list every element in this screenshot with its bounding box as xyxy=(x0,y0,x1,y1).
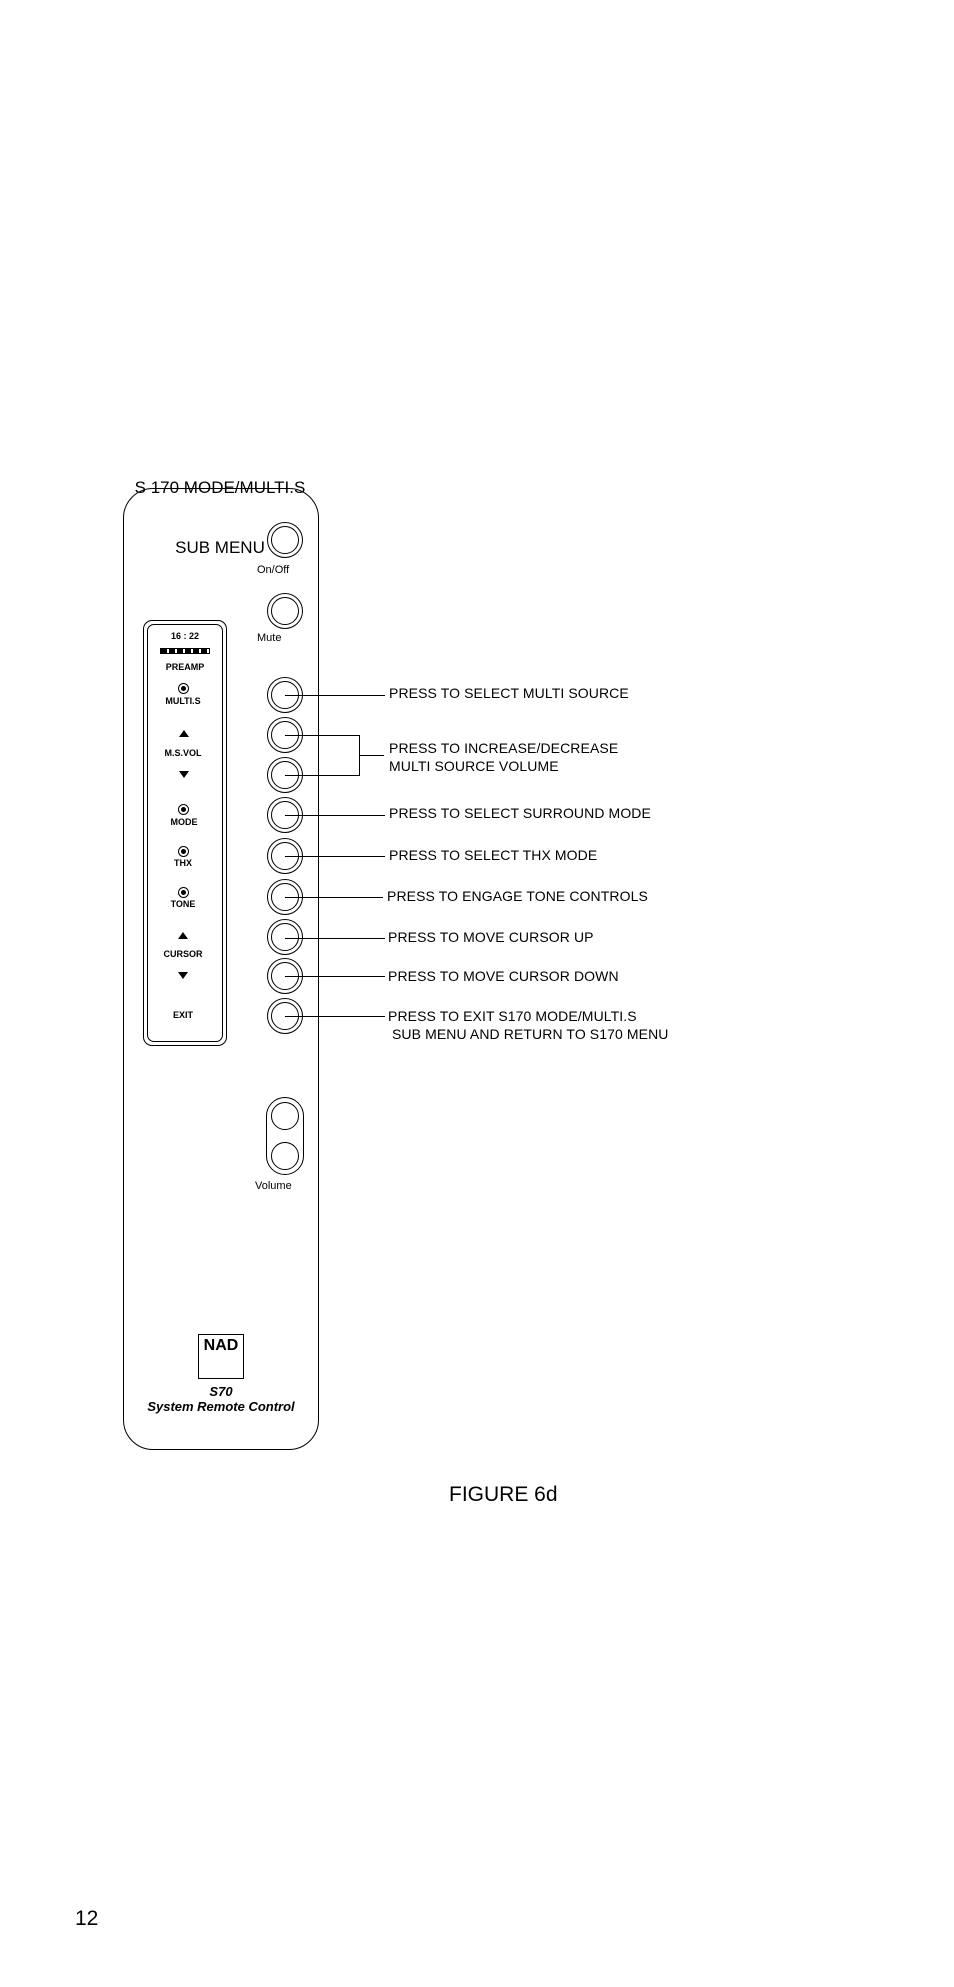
leader-line-tone xyxy=(285,897,383,898)
callout-exit: PRESS TO EXIT S170 MODE/MULTI.S SUB MENU AND RETURN TO S170 MENU xyxy=(388,1008,669,1042)
lcd-mode-indicator xyxy=(178,804,189,815)
lcd-multis: MULTI.S xyxy=(165,696,201,706)
lcd-exit: EXIT xyxy=(172,1010,193,1020)
lcd-multis-indicator xyxy=(178,683,189,694)
volume-label: Volume xyxy=(255,1180,292,1192)
figure-caption: FIGURE 6d xyxy=(449,1483,558,1506)
callout-thx-mode: PRESS TO SELECT THX MODE xyxy=(389,847,598,863)
volume-up-button[interactable] xyxy=(271,1102,299,1130)
page-number: 12 xyxy=(75,1907,99,1930)
nad-logo xyxy=(198,1334,244,1379)
callout-cursor-down: PRESS TO MOVE CURSOR DOWN xyxy=(388,968,619,984)
lcd-thx: THX xyxy=(174,858,192,868)
volume-down-button[interactable] xyxy=(271,1142,299,1170)
nad-logo-text: NAD xyxy=(203,1337,239,1354)
lcd-level-bar xyxy=(160,648,210,654)
lcd-mode: MODE xyxy=(170,817,198,827)
lcd-time: 16 : 22 xyxy=(170,631,200,641)
leader-line-volume xyxy=(359,755,384,756)
lcd-cursor-up-arrow xyxy=(178,932,188,939)
lcd-tone-indicator xyxy=(178,887,189,898)
lcd-msvol: M.S.VOL xyxy=(164,748,202,758)
cursor-up-button[interactable] xyxy=(267,919,303,955)
leader-line-volume-up xyxy=(285,735,360,736)
leader-line-surround xyxy=(285,815,385,816)
lcd-msvol-down-arrow xyxy=(179,771,189,778)
callout-tone-controls: PRESS TO ENGAGE TONE CONTROLS xyxy=(387,888,648,904)
model-name: S70 xyxy=(209,1384,233,1399)
lcd-cursor: CURSOR xyxy=(163,949,203,959)
lcd-msvol-up-arrow xyxy=(179,730,189,737)
lcd-tone: TONE xyxy=(170,899,196,909)
title-line-1: S 170 MODE/MULTI.S xyxy=(134,478,306,497)
leader-line-cursor-down xyxy=(285,976,385,977)
mute-label: Mute xyxy=(257,632,282,644)
lcd-thx-indicator xyxy=(178,846,189,857)
leader-line-volume-down xyxy=(285,775,360,776)
callout-surround-mode: PRESS TO SELECT SURROUND MODE xyxy=(389,805,651,821)
leader-line-exit xyxy=(285,1016,385,1017)
remote-subtitle: System Remote Control xyxy=(147,1399,295,1414)
callout-multi-source-volume: PRESS TO INCREASE/DECREASE MULTI SOURCE VOLUME xyxy=(389,740,619,774)
leader-line-cursor-up xyxy=(285,938,385,939)
on-off-label: On/Off xyxy=(257,564,290,576)
callout-multi-source: PRESS TO SELECT MULTI SOURCE xyxy=(389,685,629,701)
mute-button[interactable] xyxy=(267,593,303,629)
lcd-source: PREAMP xyxy=(165,662,205,672)
on-off-button[interactable] xyxy=(267,522,303,558)
lcd-cursor-down-arrow xyxy=(178,972,188,979)
title-line-2: SUB MENU xyxy=(175,538,265,557)
leader-line-multi-source xyxy=(285,695,385,696)
leader-line-thx xyxy=(285,856,385,857)
callout-cursor-up: PRESS TO MOVE CURSOR UP xyxy=(388,929,594,945)
